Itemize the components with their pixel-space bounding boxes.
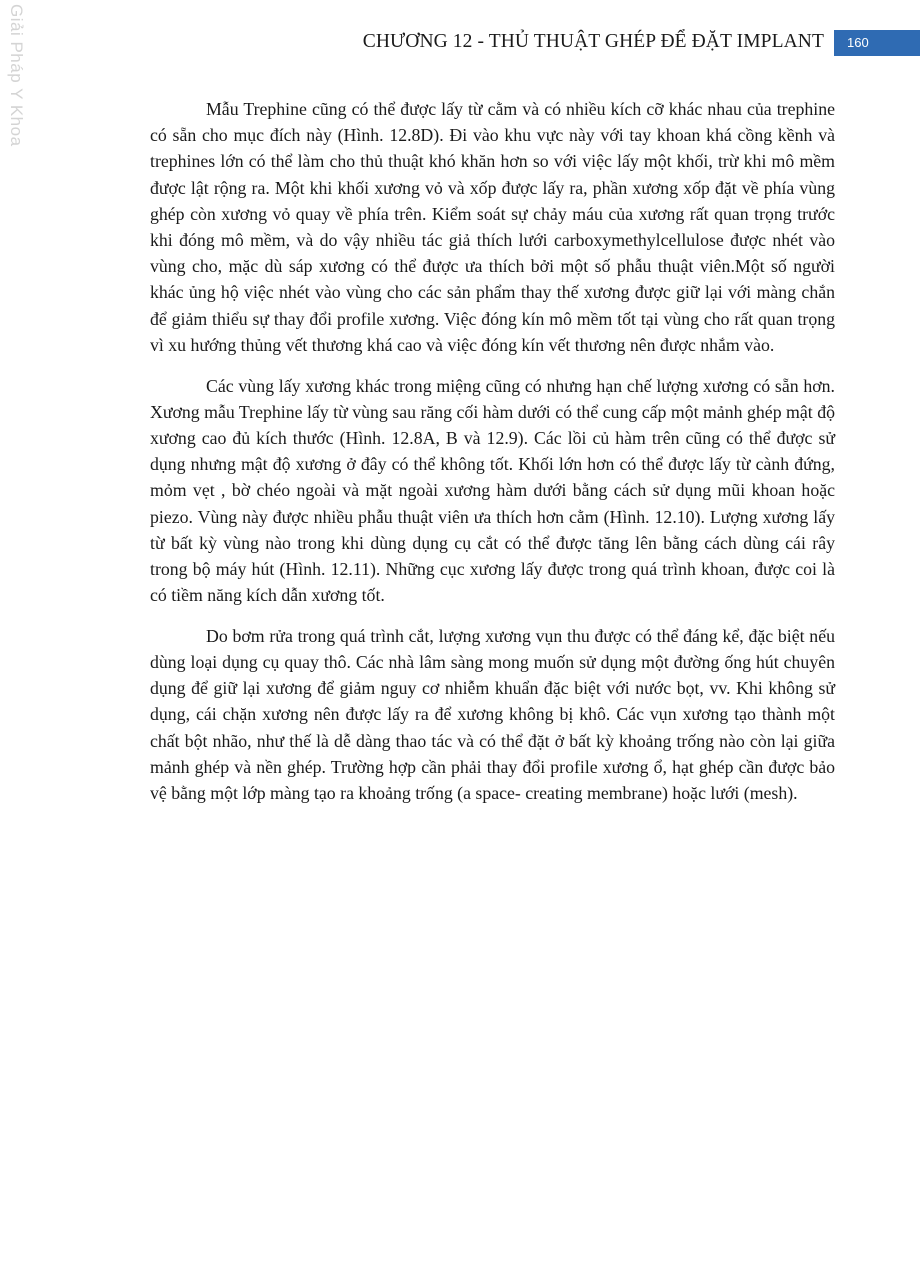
chapter-title: CHƯƠNG 12 - THỦ THUẬT GHÉP ĐỂ ĐẶT IMPLANT xyxy=(362,31,824,52)
watermark: Giải Pháp Y Khoa xyxy=(7,4,26,147)
body-text xyxy=(150,96,835,821)
page-header xyxy=(0,30,920,58)
paragraph-2: Các vùng lấy xương khác trong miệng cũng có nhưng hạn chế lượng xương có sẵn hơn. Xương mẫu Trephine lấy từ vùng sau răng cối hàm dưới có thể cung cấp một mảnh ghép mật độ xương cao đủ kích thước (Hình. 12.8A, B và 12.9). Các lồi củ hàm trên cũng có thể được sử dụng nhưng mật độ xương ở đây có thể không tốt. Khối lớn hơn có thể được lấy từ cành đứng, mỏm vẹt , bờ chéo ngoài và mặt ngoài xương hàm dưới bằng cách sử dụng mũi khoan hoặc piezo. Vùng này được nhiều phẫu thuật viên ưa thích hơn cằm (Hình. 12.10). Lượng xương lấy từ bất kỳ vùng nào trong khi dùng dụng cụ cắt có thể được tăng lên bằng cách dùng cái rây trong bộ máy hút (Hình. 12.11). Những cục xương lấy được trong quá trình khoan, được coi là có tiềm năng kích dẫn xương tốt. xyxy=(150,375,835,606)
paragraph-3: Do bơm rửa trong quá trình cắt, lượng xương vụn thu được có thể đáng kể, đặc biệt nếu dùng loại dụng cụ quay thô. Các nhà lâm sàng mong muốn sử dụng một đường ống hút chuyên dụng để giữ lại xương để giảm nguy cơ nhiễm khuẩn đặc biệt với nước bọt, vv. Khi không sử dụng, cái chặn xương nên được lấy ra để xương không bị khô. Các vụn xương tạo thành một chất bột nhão, như thế là dễ dàng thao tác và có thể đặt ở bất kỳ khoảng trống nào còn lại giữa mảnh ghép và nền ghép. Trường hợp cần phải thay đổi profile xương ổ, hạt ghép cần được bảo vệ bằng một lớp màng tạo ra khoảng trống (a space- creating membrane) hoặc lưới (mesh). xyxy=(150,625,835,804)
paragraph-1: Mẫu Trephine cũng có thể được lấy từ cằm và có nhiều kích cỡ khác nhau của trephine có sẵn cho mục đích này (Hình. 12.8D). Đi vào khu vực này với tay khoan khá cồng kềnh và trephines lớn có thể làm cho thủ thuật khó khăn hơn so với việc lấy một khối, trừ khi mô mềm được lật rộng ra. Một khi khối xương vỏ và xốp được lấy ra, phần xương xốp đặt về phía vùng ghép còn xương vỏ quay về phía trên. Kiểm soát sự chảy máu của xương rất quan trọng trước khi đóng mô mềm, và do vậy nhiều tác giả thích lưới carboxymethylcellulose được nhét vào vùng cho, mặc dù sáp xương có thể được ưa thích bởi một số phẫu thuật viên.Một số người khác ủng hộ việc nhét vào vùng cho các sản phẩm thay thế xương được giữ lại với màng chắn để giảm thiểu sự thay đổi profile xương. Việc đóng kín mô mềm tốt tại vùng cho rất quan trọng vì xu hướng thủng vết thương khá cao và việc đóng kín vết thương nên được nhắm vào. xyxy=(150,99,835,355)
page-number-badge: 160 xyxy=(834,30,920,56)
